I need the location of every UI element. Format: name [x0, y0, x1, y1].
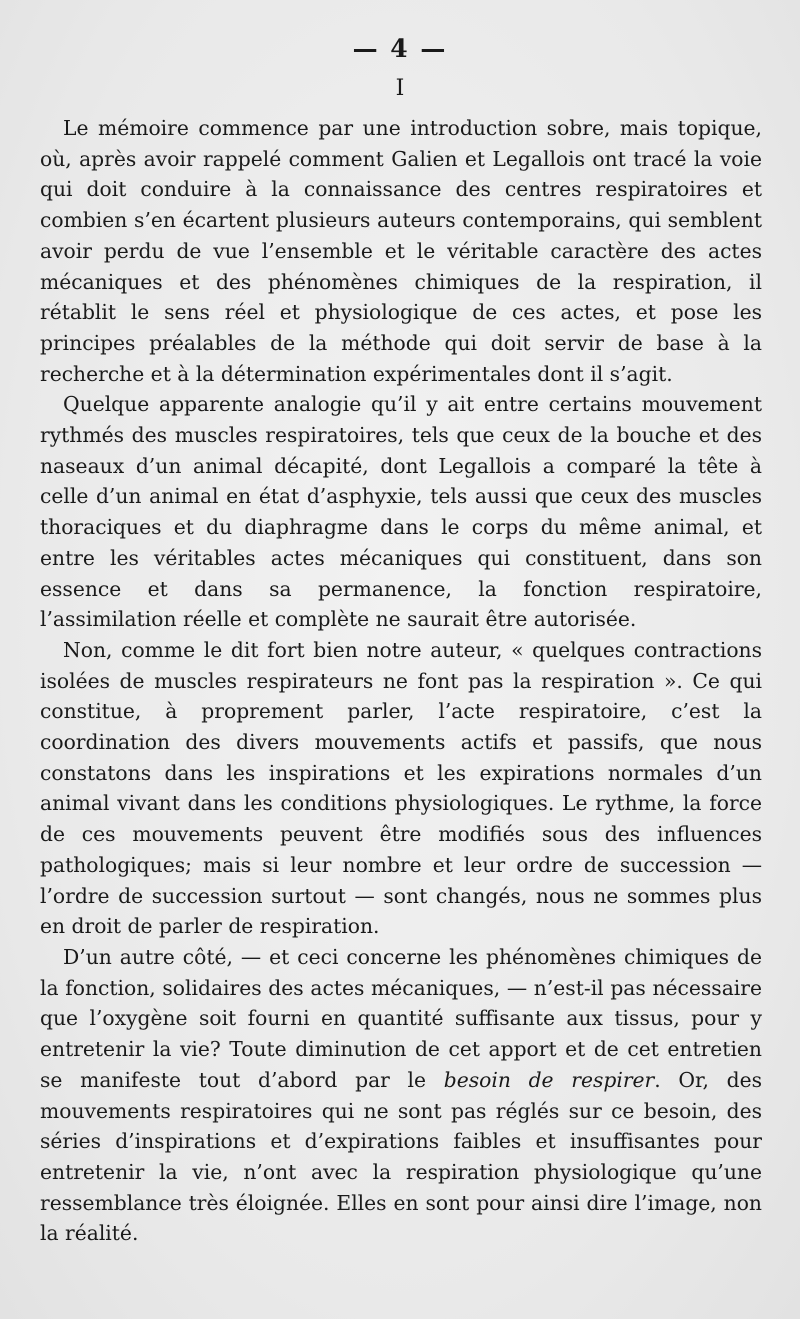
page-number: — 4 — [352, 34, 448, 63]
paragraph-4-text-after: . Or, des mouvements respiratoires qui ne sont pas réglés sur ce besoin, des séries d’inspirations et d’expirations faibles et insuffisantes pour entretenir la vie, n’ont avec la respiration physiologique qu’une ressemblance très éloignée. Elles en sont pour ainsi dire l’image, non la réalité. [40, 1067, 762, 1246]
paragraph-4-italic-phrase: besoin de respirer [443, 1067, 655, 1092]
body-text [40, 113, 762, 1249]
paragraph-4 [40, 942, 762, 1249]
paragraph-2: Quelque apparente analogie qu’il y ait entre certains mouvement rythmés des muscles respiratoires, tels que ceux de la bouche et des naseaux d’un animal décapité, dont Legallois a comparé la tête à celle d’un animal en état d’asphyxie, tels aussi que ceux des muscles thoraciques et du diaphragme dans le corps du même animal, et entre les véritables actes mécaniques qui constituent, dans son essence et dans sa permanence, la fonction respiratoire, l’assimilation réelle et complète ne saurait être autorisée. [40, 392, 762, 632]
paragraph-3: Non, comme le dit fort bien notre auteur, « quelques contractions isolées de muscles respirateurs ne font pas la respiration ». Ce qui constitue, à proprement parler, l’acte respiratoire, c’est la coordination des divers mouvements actifs et passifs, que nous constatons dans les inspirations et les expirations normales d’un animal vivant dans les conditions physiologiques. Le rythme, la force de ces mouvements peuvent être modifiés sous des influences pathologiques; mais si leur nombre et leur ordre de succession — l’ordre de succession surtout — sont changés, nous ne sommes plus en droit de parler de respiration. [40, 637, 762, 939]
section-number: I [395, 76, 405, 101]
paragraph-1: Le mémoire commence par une introduction sobre, mais topique, où, après avoir rappelé comment Galien et Legallois ont tracé la voie qui doit conduire à la connaissance des centres respiratoires et combien s’en écartent plusieurs auteurs contemporains, qui semblent avoir perdu de vue l’ensemble et le véritable caractère des actes mécaniques et des phénomènes chimiques de la respiration, il rétablit le sens réel et physiologique de ces actes, et pose les principes préalables de la méthode qui doit servir de base à la recherche et à la détermination expérimentales dont il s’agit. [40, 116, 762, 386]
paragraph-4-text-before: D’un autre côté, — et ceci concerne les phénomènes chimiques de la fonction, solidaires des actes mécaniques, — n’est-il pas nécessaire que l’oxygène soit fourni en quantité suffisante aux tissus, pour y entretenir la vie? Toute diminution de cet apport et de cet entretien se manifeste tout d’abord par le [40, 944, 762, 1092]
